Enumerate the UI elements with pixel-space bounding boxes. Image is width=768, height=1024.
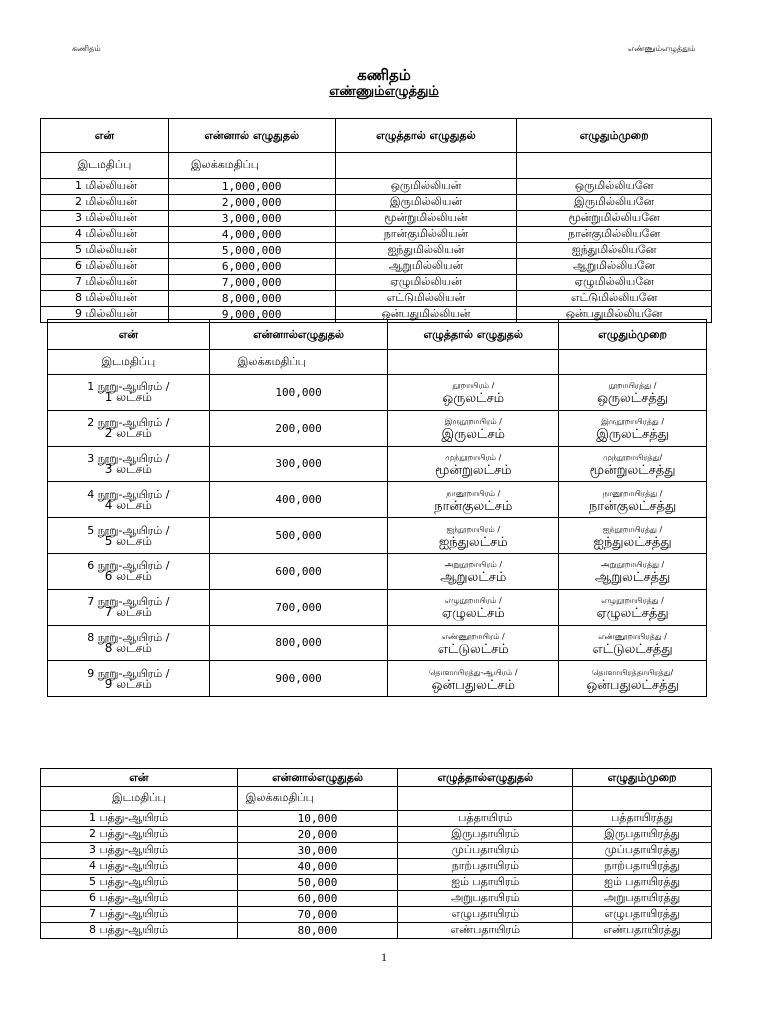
writing-style-cell: [559, 410, 707, 446]
writing-style-cell: முப்பதாயிரத்து: [573, 843, 712, 859]
place-value-line2: 1 லட்சம்: [104, 390, 152, 405]
table-subheader-row: [41, 153, 712, 179]
place-value-cell: 2 பத்து-ஆயிரம்: [41, 827, 238, 843]
writing-style-cell: [559, 553, 707, 589]
writing-style-line2: ஒருலட்சத்து: [597, 391, 669, 407]
place-value-cell: [48, 375, 210, 411]
page-number: 1: [381, 950, 387, 964]
writing-style-line2: ஆறுலட்சத்து: [594, 570, 671, 586]
digit-value-cell: 7,000,000: [168, 275, 335, 291]
table-row: [41, 859, 712, 875]
writing-style-line2: ஒன்பதுலட்சத்து: [586, 677, 679, 693]
place-value-cell: [48, 446, 210, 482]
word-form-line1: நானூறாயிரம் /: [446, 488, 501, 498]
empty-cell: [559, 350, 707, 375]
word-form-line2: ஆறுலட்சம்: [440, 570, 507, 586]
writing-style-cell: [559, 518, 707, 554]
running-header-left: கணிதம்: [72, 44, 101, 53]
place-value-line1: 3 நூறு-ஆயிரம் /: [87, 451, 170, 465]
digit-value-cell: 40,000: [237, 859, 398, 875]
place-value-line1: 9 நூறு-ஆயிரம் /: [87, 666, 170, 680]
word-form-cell: [388, 446, 559, 482]
word-form-cell: எட்டுமில்லியன்: [335, 291, 517, 307]
writing-style-cell: ஐம் பதாயிரத்து: [573, 875, 712, 891]
digit-value-cell: 2,000,000: [168, 195, 335, 211]
table-row: [48, 410, 707, 446]
word-form-cell: ஐந்துமில்லியன்: [335, 243, 517, 259]
word-form-cell: ஆறுமில்லியன்: [335, 259, 517, 275]
place-value-cell: [48, 518, 210, 554]
col-header: எழுதும்முறை: [517, 119, 712, 153]
word-form-line1: எழுநூறாயிரம் /: [444, 596, 502, 606]
table-row: [48, 375, 707, 411]
col-header: எழுதும்முறை: [573, 769, 712, 787]
word-form-line1: எண்ணூறாயிரம் /: [441, 631, 505, 641]
writing-style-cell: பத்தாயிரத்து: [573, 811, 712, 827]
writing-style-cell: ஆறுமில்லியனே: [517, 259, 712, 275]
table-subheader-row: [41, 787, 712, 811]
place-value-cell: 5 பத்து-ஆயிரம்: [41, 875, 238, 891]
word-form-line1: முந்நூறாயிரம் /: [445, 452, 502, 462]
table-row: [41, 907, 712, 923]
writing-style-cell: [559, 661, 707, 697]
writing-style-cell: ஐந்துமில்லியனே: [517, 243, 712, 259]
table-row: [41, 827, 712, 843]
col-header: என்னால் எழுதுதல்: [168, 119, 335, 153]
place-value-line1: 1 நூறு-ஆயிரம் /: [87, 380, 170, 394]
place-value-cell: 4 பத்து-ஆயிரம்: [41, 859, 238, 875]
subheader: இடமதிப்பு: [41, 787, 238, 811]
place-value-line1: 4 நூறு-ஆயிரம் /: [87, 487, 170, 501]
word-form-line2: மூன்றுலட்சம்: [434, 462, 512, 478]
writing-style-cell: ஏழுமில்லியனே: [517, 275, 712, 291]
col-header: என்: [41, 119, 169, 153]
word-form-cell: முப்பதாயிரம்: [398, 843, 573, 859]
word-form-cell: எழுபதாயிரம்: [398, 907, 573, 923]
table-row: [41, 227, 712, 243]
writing-style-cell: அறுபதாயிரத்து: [573, 891, 712, 907]
place-value-line2: 8 லட்சம்: [104, 640, 152, 655]
word-form-cell: [388, 625, 559, 661]
empty-cell: [388, 350, 559, 375]
table-row: [41, 179, 712, 195]
place-value-cell: 6 பத்து-ஆயிரம்: [41, 891, 238, 907]
table-subheader-row: [48, 350, 707, 375]
writing-style-cell: எட்டுமில்லியனே: [517, 291, 712, 307]
writing-style-cell: ஒன்பதுமில்லியனே: [517, 307, 712, 323]
digit-value-cell: 50,000: [237, 875, 398, 891]
table-row: [41, 275, 712, 291]
digit-value-cell: 900,000: [209, 661, 388, 697]
place-value-cell: [48, 482, 210, 518]
table-header-row: [48, 320, 707, 350]
place-value-cell: 8 மில்லியன்: [41, 291, 169, 307]
place-value-cell: 7 பத்து-ஆயிரம்: [41, 907, 238, 923]
place-value-line2: 7 லட்சம்: [104, 605, 152, 620]
word-form-cell: ஒருமில்லியன்: [335, 179, 517, 195]
word-form-cell: இருமில்லியன்: [335, 195, 517, 211]
writing-style-cell: [559, 375, 707, 411]
writing-style-cell: நான்குமில்லியனே: [517, 227, 712, 243]
table-row: [48, 446, 707, 482]
place-value-line2: 5 லட்சம்: [104, 533, 152, 548]
subheader: இடமதிப்பு: [41, 153, 169, 179]
word-form-cell: மூன்றுமில்லியன்: [335, 211, 517, 227]
place-value-line1: 5 நூறு-ஆயிரம் /: [87, 523, 170, 537]
table-row: [48, 518, 707, 554]
writing-style-line1: எண்ணூறாயிரத்து /: [598, 631, 667, 641]
subheader: இடமதிப்பு: [48, 350, 210, 375]
table-row: [41, 243, 712, 259]
table-row: [41, 891, 712, 907]
empty-cell: [398, 787, 573, 811]
place-value-cell: 8 பத்து-ஆயிரம்: [41, 923, 238, 939]
place-value-line2: 9 லட்சம்: [104, 676, 152, 691]
writing-style-cell: ஒருமில்லியனே: [517, 179, 712, 195]
table-row: [48, 589, 707, 625]
writing-style-line1: அறுநூறாயிரத்து /: [600, 560, 665, 570]
table-row: [41, 811, 712, 827]
table-row: [41, 211, 712, 227]
word-form-line2: ஒன்பதுலட்சம்: [431, 677, 515, 693]
place-value-cell: 2 மில்லியன்: [41, 195, 169, 211]
writing-style-cell: எண்பதாயிரத்து: [573, 923, 712, 939]
word-form-cell: ஐம் பதாயிரம்: [398, 875, 573, 891]
digit-value-cell: 9,000,000: [168, 307, 335, 323]
table-row: [48, 482, 707, 518]
place-value-line2: 3 லட்சம்: [104, 461, 152, 476]
col-header: எழுத்தால் எழுதுதல்: [335, 119, 517, 153]
digit-value-cell: 10,000: [237, 811, 398, 827]
digit-value-cell: 400,000: [209, 482, 388, 518]
writing-style-line2: மூன்றுலட்சத்து: [589, 462, 676, 478]
place-value-cell: 1 பத்து-ஆயிரம்: [41, 811, 238, 827]
place-value-cell: 9 மில்லியன்: [41, 307, 169, 323]
word-form-cell: அறுபதாயிரம்: [398, 891, 573, 907]
word-form-line2: இருலட்சம்: [441, 427, 506, 443]
table-row: [48, 661, 707, 697]
writing-style-line1: முந்நூறாயிரத்து/: [602, 452, 663, 462]
word-form-line2: எட்டுலட்சம்: [437, 641, 509, 657]
digit-value-cell: 300,000: [209, 446, 388, 482]
place-value-cell: 4 மில்லியன்: [41, 227, 169, 243]
word-form-cell: ஏழுமில்லியன்: [335, 275, 517, 291]
writing-style-line2: எட்டுலட்சத்து: [592, 641, 673, 657]
digit-value-cell: 4,000,000: [168, 227, 335, 243]
digit-value-cell: 1,000,000: [168, 179, 335, 195]
writing-style-cell: இருமில்லியனே: [517, 195, 712, 211]
word-form-line1: அறுநூறாயிரம் /: [444, 560, 503, 570]
table-row: [48, 553, 707, 589]
place-value-cell: [48, 410, 210, 446]
col-header: என்னால்எழுதுதல்: [209, 320, 388, 350]
col-header: எழுத்தால் எழுதுதல்: [388, 320, 559, 350]
table-row: [41, 875, 712, 891]
word-form-line2: நான்குலட்சம்: [434, 498, 513, 514]
writing-style-cell: [559, 482, 707, 518]
place-value-cell: [48, 553, 210, 589]
col-header: எழுதும்முறை: [559, 320, 707, 350]
digit-value-cell: 200,000: [209, 410, 388, 446]
digit-value-cell: 100,000: [209, 375, 388, 411]
word-form-cell: ஒன்பதுமில்லியன்: [335, 307, 517, 323]
million-table: [40, 118, 712, 323]
word-form-line1: நூறாயிரம் /: [452, 381, 495, 391]
digit-value-cell: 700,000: [209, 589, 388, 625]
running-header-right: எண்ணும்எழுத்தும்: [628, 44, 696, 53]
table-row: [41, 923, 712, 939]
table-row: [41, 291, 712, 307]
digit-value-cell: 70,000: [237, 907, 398, 923]
writing-style-line1: தொளாயிரத்தாயிரத்து/: [592, 667, 674, 677]
writing-style-cell: எழுபதாயிரத்து: [573, 907, 712, 923]
word-form-cell: நான்குமில்லியன்: [335, 227, 517, 243]
table-row: [41, 259, 712, 275]
word-form-cell: இருபதாயிரம்: [398, 827, 573, 843]
place-value-cell: 7 மில்லியன்: [41, 275, 169, 291]
writing-style-line2: ஐந்துலட்சத்து: [593, 534, 672, 550]
place-value-line1: 2 நூறு-ஆயிரம் /: [87, 416, 170, 430]
word-form-line1: இருநூறாயிரம் /: [444, 417, 502, 427]
word-form-line2: ஒருலட்சம்: [442, 391, 505, 407]
lakh-table: [47, 319, 707, 697]
place-value-line1: 6 நூறு-ஆயிரம் /: [87, 559, 170, 573]
empty-cell: [335, 153, 517, 179]
digit-value-cell: 80,000: [237, 923, 398, 939]
subheader: இலக்கமதிப்பு: [237, 787, 398, 811]
subheader: இலக்கமதிப்பு: [168, 153, 335, 179]
word-form-cell: [388, 553, 559, 589]
table-row: [48, 625, 707, 661]
place-value-cell: [48, 589, 210, 625]
place-value-line2: 6 லட்சம்: [104, 569, 152, 584]
place-value-line1: 8 நூறு-ஆயிரம் /: [87, 630, 170, 644]
writing-style-line2: இருலட்சத்து: [596, 427, 669, 443]
writing-style-line1: இருநூறாயிரத்து /: [601, 417, 665, 427]
page-subtitle: எண்ணும்எழுத்தும்: [329, 84, 439, 99]
table-header-row: [41, 769, 712, 787]
writing-style-cell: [559, 625, 707, 661]
word-form-cell: [388, 589, 559, 625]
writing-style-cell: [559, 446, 707, 482]
table-header-row: [41, 119, 712, 153]
page-title: கணிதம்: [357, 66, 411, 84]
place-value-cell: 1 மில்லியன்: [41, 179, 169, 195]
writing-style-line1: நானூறாயிரத்து /: [602, 488, 663, 498]
digit-value-cell: 20,000: [237, 827, 398, 843]
col-header: என்: [41, 769, 238, 787]
thousand-table: [40, 768, 712, 939]
word-form-cell: பத்தாயிரம்: [398, 811, 573, 827]
empty-cell: [517, 153, 712, 179]
place-value-cell: [48, 661, 210, 697]
digit-value-cell: 8,000,000: [168, 291, 335, 307]
writing-style-cell: இருபதாயிரத்து: [573, 827, 712, 843]
word-form-cell: [388, 482, 559, 518]
word-form-cell: [388, 375, 559, 411]
word-form-cell: நாற்பதாயிரம்: [398, 859, 573, 875]
digit-value-cell: 30,000: [237, 843, 398, 859]
writing-style-line1: ஐந்நூறாயிரத்து /: [602, 524, 663, 534]
writing-style-cell: மூன்றுமில்லியனே: [517, 211, 712, 227]
writing-style-line2: நான்குலட்சத்து: [588, 498, 677, 514]
word-form-cell: எண்பதாயிரம்: [398, 923, 573, 939]
place-value-line1: 7 நூறு-ஆயிரம் /: [87, 595, 170, 609]
place-value-line2: 4 லட்சம்: [104, 497, 152, 512]
word-form-cell: [388, 661, 559, 697]
word-form-line1: தொளாயிரத்து-ஆயிரம் /: [429, 667, 518, 677]
place-value-cell: [48, 625, 210, 661]
writing-style-line2: ஏழுலட்சத்து: [596, 606, 669, 622]
digit-value-cell: 3,000,000: [168, 211, 335, 227]
digit-value-cell: 600,000: [209, 553, 388, 589]
writing-style-cell: [559, 589, 707, 625]
word-form-cell: [388, 410, 559, 446]
place-value-cell: 3 பத்து-ஆயிரம்: [41, 843, 238, 859]
place-value-cell: 5 மில்லியன்: [41, 243, 169, 259]
col-header: எழுத்தால்எழுதுதல்: [398, 769, 573, 787]
place-value-line2: 2 லட்சம்: [104, 426, 152, 441]
word-form-line2: ஏழுலட்சம்: [441, 606, 505, 622]
writing-style-line1: நூறாயிரத்து /: [608, 381, 657, 391]
place-value-cell: 3 மில்லியன்: [41, 211, 169, 227]
digit-value-cell: 800,000: [209, 625, 388, 661]
subheader: இலக்கமதிப்பு: [209, 350, 388, 375]
digit-value-cell: 60,000: [237, 891, 398, 907]
col-header: என்: [48, 320, 210, 350]
word-form-cell: [388, 518, 559, 554]
place-value-cell: 6 மில்லியன்: [41, 259, 169, 275]
writing-style-cell: நாற்பதாயிரத்து: [573, 859, 712, 875]
empty-cell: [573, 787, 712, 811]
writing-style-line1: எழுநூறாயிரத்து /: [601, 596, 664, 606]
digit-value-cell: 5,000,000: [168, 243, 335, 259]
col-header: என்னால்எழுதுதல்: [237, 769, 398, 787]
digit-value-cell: 500,000: [209, 518, 388, 554]
word-form-line2: ஐந்துலட்சம்: [438, 534, 508, 550]
table-row: [41, 195, 712, 211]
digit-value-cell: 6,000,000: [168, 259, 335, 275]
word-form-line1: ஐந்நூறாயிரம் /: [446, 524, 501, 534]
table-row: [41, 843, 712, 859]
